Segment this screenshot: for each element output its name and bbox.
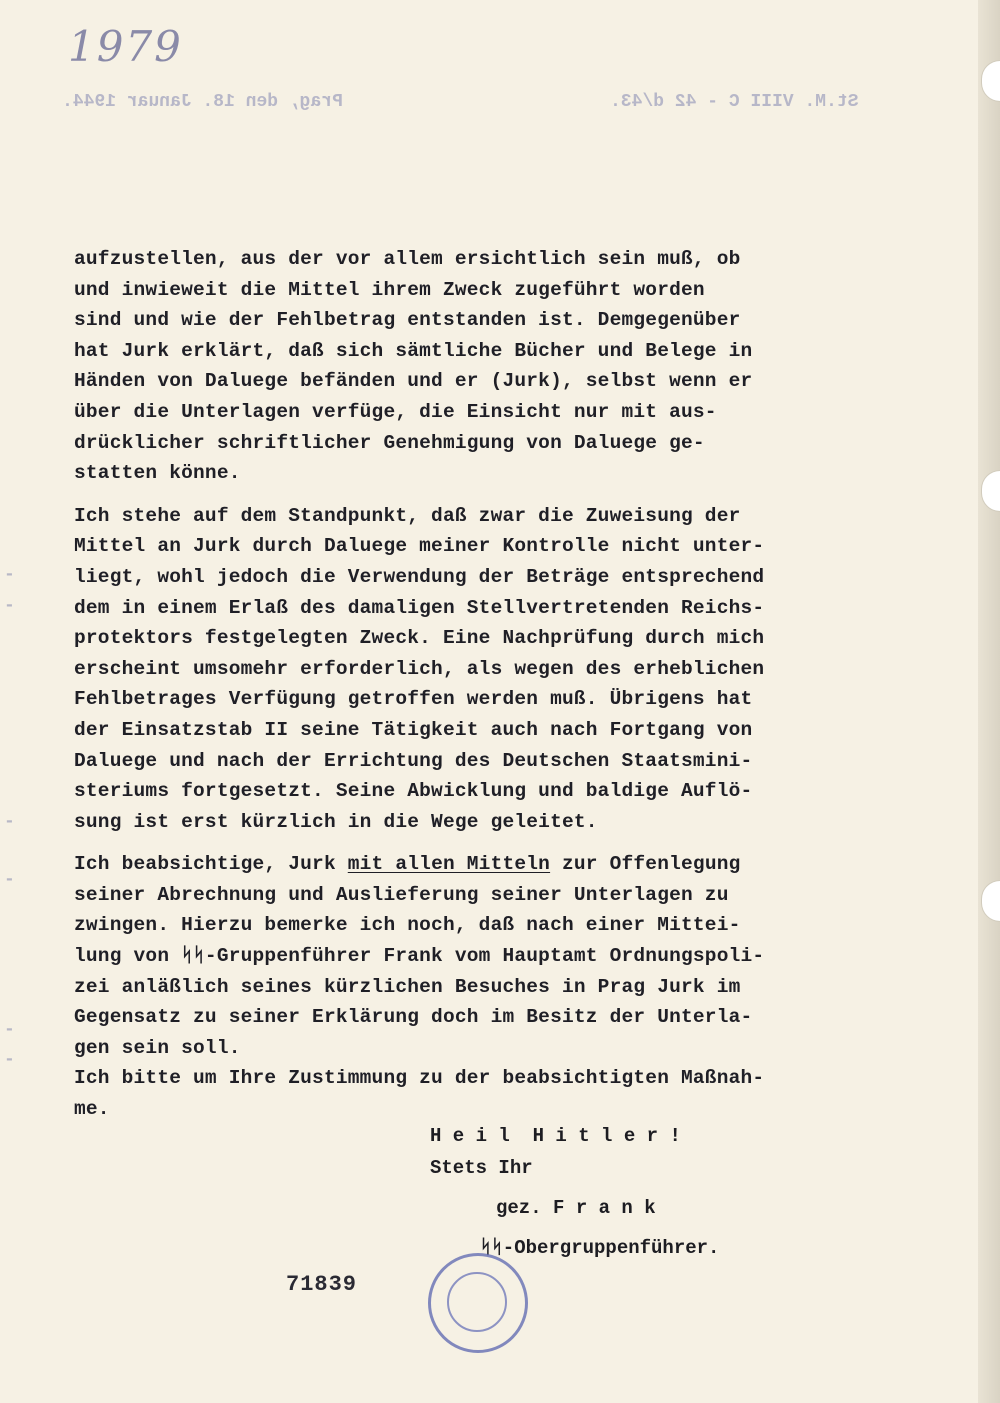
paragraph-4 [74, 1063, 814, 1124]
text-line: Daluege und nach der Errichtung des Deutschen Staatsmini- [74, 749, 753, 772]
text-line: und inwieweit die Mittel ihrem Zweck zugeführt worden [74, 278, 705, 301]
mirrored-date: Prag, den 18. Januar 1944. [62, 92, 343, 112]
handwritten-page-number: 1979 [68, 22, 183, 71]
text-line: liegt, wohl jedoch die Verwendung der Beträge entsprechend [74, 565, 765, 588]
text-line: sung ist erst kürzlich in die Wege geleitet. [74, 810, 598, 833]
mirrored-reference: St.M. VIII C - 42 d/43. [610, 92, 859, 112]
margin-mark: - [4, 870, 15, 890]
text-line: der Einsatzstab II seine Tätigkeit auch nach Fortgang von [74, 718, 753, 741]
text-line: zei anläßlich seines kürzlichen Besuches in Prag Jurk im [74, 975, 741, 998]
text-line: gen sein soll. [74, 1036, 241, 1059]
registration-number: 71839 [286, 1272, 358, 1297]
text-line: aufzustellen, aus der vor allem ersichtlich sein muß, ob [74, 248, 741, 270]
paragraph-3 [74, 849, 814, 1063]
text-line: seiner Abrechnung und Auslieferung seiner Unterlagen zu [74, 883, 729, 906]
text-line: über die Unterlagen verfüge, die Einsicht nur mit aus- [74, 400, 717, 423]
text-line: Fehlbetrages Verfügung getroffen werden muß. Übrigens hat [74, 688, 753, 711]
margin-mark: - [4, 565, 15, 585]
underlined-phrase: mit allen Mitteln [347, 853, 551, 876]
archive-stamp [428, 1253, 528, 1353]
text-line: zwingen. Hierzu bemerke ich noch, daß nach einer Mittei- [74, 914, 741, 937]
greeting: H e i l H i t l e r ! [430, 1125, 681, 1147]
margin-mark: - [4, 1020, 15, 1040]
margin-mark: - [4, 596, 15, 616]
text-line: protektors festgelegten Zweck. Eine Nachprüfung durch mich [74, 627, 765, 650]
closing: Stets Ihr [430, 1157, 533, 1179]
text-line: dem in einem Erlaß des damaligen Stellvertretenden Reichs- [74, 596, 765, 619]
text-line: Gegensatz zu seiner Erklärung doch im Besitz der Unterla- [74, 1006, 753, 1029]
text-line: Ich stehe auf dem Standpunkt, daß zwar die Zuweisung der [74, 504, 741, 527]
text-line: steriums fortgesetzt. Seine Abwicklung und baldige Auflö- [74, 780, 753, 803]
text-line: sind und wie der Fehlbetrag entstanden ist. Demgegenüber [74, 309, 741, 332]
text-line: me. [74, 1098, 110, 1121]
text-line: hat Jurk erklärt, daß sich sämtliche Bücher und Belege in [74, 339, 753, 362]
text-line: lung von ᛋᛋ-Gruppenführer Frank vom Hauptamt Ordnungspoli- [74, 945, 765, 968]
text-line: erscheint umsomehr erforderlich, als wegen des erheblichen [74, 657, 765, 680]
text-line [74, 849, 814, 880]
text-line: statten könne. [74, 462, 241, 485]
text-line: drücklicher schriftlicher Genehmigung von Daluege ge- [74, 431, 705, 454]
paragraph-2 [74, 501, 814, 838]
margin-mark: - [4, 812, 15, 832]
signed-name: gez. F r a n k [496, 1197, 656, 1219]
page-edge [978, 0, 1000, 1403]
margin-mark: - [4, 1050, 15, 1070]
text-segment: Ich beabsichtige, Jurk [74, 853, 348, 876]
paragraph-1 [74, 244, 814, 489]
signer-rank: ᛋᛋ-Obergruppenführer. [480, 1237, 720, 1259]
text-line: Händen von Daluege befänden und er (Jurk), selbst wenn er [74, 370, 753, 393]
text-line: Mittel an Jurk durch Daluege meiner Kontrolle nicht unter- [74, 535, 765, 558]
text-segment: zur Offenlegung [550, 853, 741, 876]
text-line: Ich bitte um Ihre Zustimmung zu der beabsichtigten Maßnah- [74, 1067, 765, 1090]
letter-body [74, 244, 814, 1125]
